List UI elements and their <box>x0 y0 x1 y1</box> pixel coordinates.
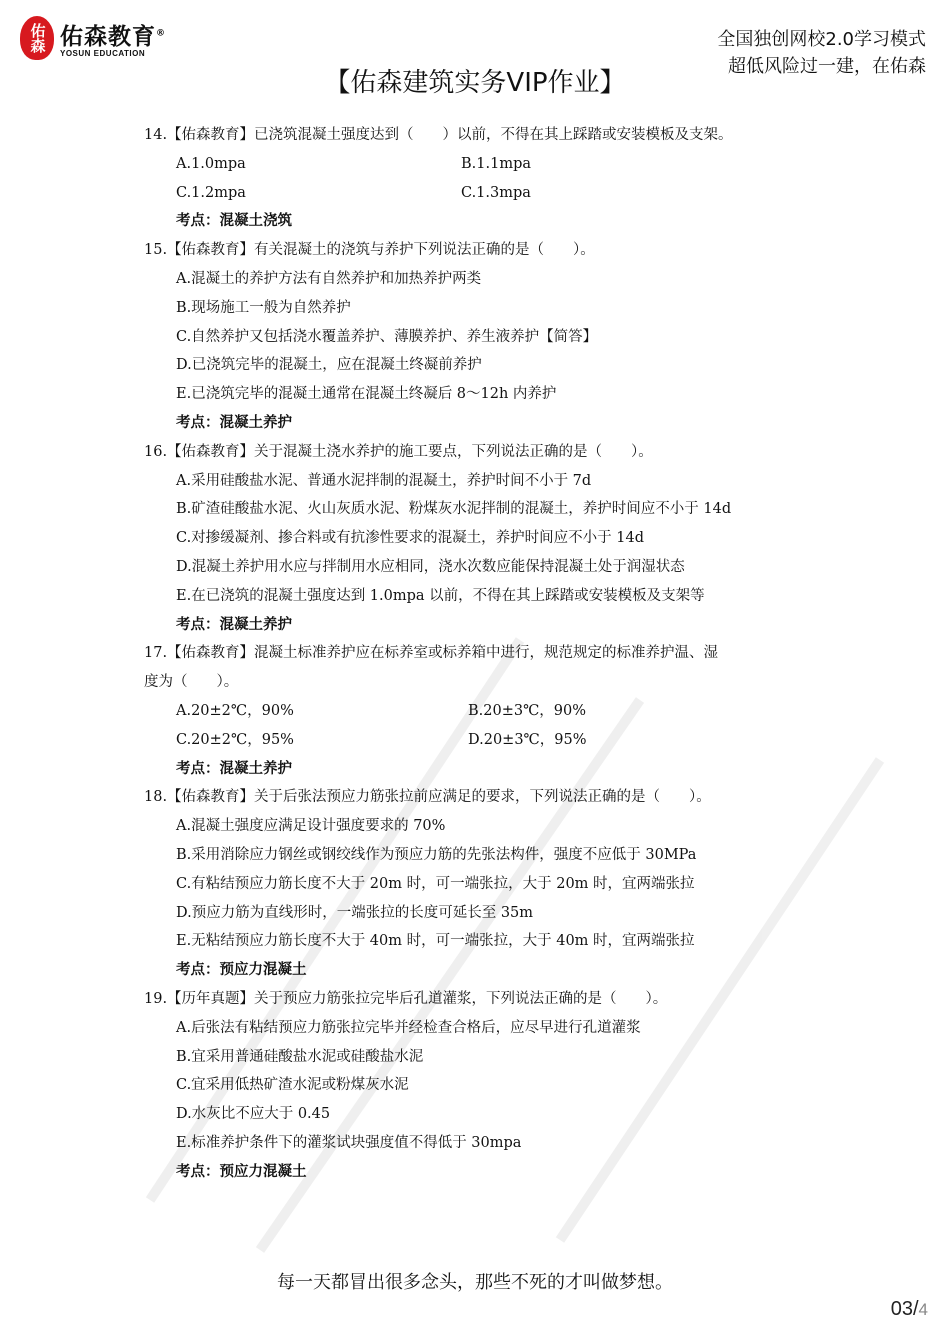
page-number <box>891 1298 928 1321</box>
option-row <box>144 697 824 726</box>
option-a: A.采用硅酸盐水泥、普通水泥拌制的混凝土，养护时间不小于 7d <box>176 472 592 489</box>
option-c: C.自然养护又包括浇水覆盖养护、薄膜养护、养生液养护【简答】 <box>176 328 598 345</box>
registered-mark: ® <box>156 28 166 39</box>
option-c: C.宜采用低热矿渣水泥或粉煤灰水泥 <box>176 1077 409 1094</box>
logo-text <box>60 18 166 58</box>
question-16 <box>144 438 824 640</box>
logo-name-en: YOSUN EDUCATION <box>60 49 146 58</box>
logo-name-cn: 佑森教育 <box>60 24 156 50</box>
option-d: C.1.3mpa <box>461 184 531 201</box>
option-e: E.标准养护条件下的灌浆试块强度值不得低于 30mpa <box>176 1134 522 1151</box>
option-d: D.水灰比不应大于 0.45 <box>176 1106 331 1123</box>
option-a: A.后张法有粘结预应力筋张拉完毕并经检查合格后，应尽早进行孔道灌浆 <box>176 1019 641 1036</box>
key-point: 考点：混凝土养护 <box>176 615 292 633</box>
option-b: B.1.1mpa <box>461 155 532 172</box>
footer-motto: 每一天都冒出很多念头，那些不死的才叫做梦想。 <box>277 1272 673 1293</box>
slogan-line-1: 全国独创网校2.0学习模式 <box>717 29 926 50</box>
option-b: B.20±3℃，90% <box>468 702 587 719</box>
page-current: 03/ <box>890 1298 919 1320</box>
key-point: 考点：预应力混凝土 <box>176 1162 307 1180</box>
option-row <box>144 150 824 179</box>
question-stem-line-2: 度为（ ）。 <box>144 674 239 691</box>
document-title: 【佑森建筑实务VIP作业】 <box>324 68 626 98</box>
option-row <box>144 726 824 755</box>
question-stem: 14.【佑森教育】已浇筑混凝土强度达到（ ）以前，不得在其上踩踏或安装模板及支架。 <box>144 127 733 143</box>
page-total: 4 <box>918 1300 928 1319</box>
option-c: C.对掺缓凝剂、掺合料或有抗渗性要求的混凝土，养护时间应不小于 14d <box>176 530 645 547</box>
option-a: A.混凝土强度应满足设计强度要求的 70% <box>176 818 446 835</box>
option-b: B.矿渣硅酸盐水泥、火山灰质水泥、粉煤灰水泥拌制的混凝土，养护时间应不小于 14d <box>176 501 732 518</box>
option-d: D.预应力筋为直线形时，一端张拉的长度可延长至 35m <box>176 904 534 921</box>
question-17 <box>144 639 824 783</box>
option-c: C.1.2mpa <box>176 184 246 201</box>
option-a: A.20±2℃，90% <box>176 702 294 719</box>
question-18 <box>144 783 824 985</box>
option-d: D.混凝土养护用水应与拌制用水应相同，浇水次数应能保持混凝土处于润湿状态 <box>176 558 685 575</box>
key-point: 考点：混凝土浇筑 <box>176 212 292 230</box>
question-stem: 16.【佑森教育】关于混凝土浇水养护的施工要点，下列说法正确的是（ ）。 <box>144 443 653 460</box>
question-list <box>144 121 824 1186</box>
option-row <box>144 179 824 208</box>
key-point: 考点：混凝土养护 <box>176 759 292 777</box>
slogan-line-2: 超低风险过一建，在佑森 <box>728 56 926 77</box>
question-stem-line-1: 17.【佑森教育】混凝土标准养护应在标养室或标养箱中进行，规范规定的标准养护温、湿 <box>144 645 719 662</box>
logo-mark: 佑森 <box>20 16 54 60</box>
key-point: 考点：预应力混凝土 <box>176 961 307 979</box>
question-stem: 19.【历年真题】关于预应力筋张拉完毕后孔道灌浆，下列说法正确的是（ ）。 <box>144 990 668 1007</box>
question-14 <box>144 121 824 236</box>
question-19 <box>144 985 824 1187</box>
option-e: E.在已浇筑的混凝土强度达到 1.0mpa 以前，不得在其上踩踏或安装模板及支架等 <box>176 587 705 604</box>
brand-logo <box>20 16 166 60</box>
option-e: E.已浇筑完毕的混凝土通常在混凝土终凝后 8～12h 内养护 <box>176 386 557 403</box>
option-b: B.现场施工一般为自然养护 <box>176 299 351 316</box>
option-c: C.20±2℃，95% <box>176 731 294 748</box>
option-e: E.无粘结预应力筋长度不大于 40m 时，可一端张拉，大于 40m 时，宜两端张拉 <box>176 933 695 950</box>
option-d: D.20±3℃，95% <box>468 731 587 748</box>
question-stem: 15.【佑森教育】有关混凝土的浇筑与养护下列说法正确的是（ ）。 <box>144 242 595 259</box>
page-header <box>0 0 950 110</box>
option-a: A.混凝土的养护方法有自然养护和加热养护两类 <box>176 270 482 287</box>
option-b: B.采用消除应力钢丝或钢绞线作为预应力筋的先张法构件，强度不应低于 30MPa <box>176 846 697 863</box>
key-point: 考点：混凝土养护 <box>176 413 292 431</box>
option-c: C.有粘结预应力筋长度不大于 20m 时，可一端张拉，大于 20m 时，宜两端张拉 <box>176 875 695 892</box>
question-15 <box>144 236 824 438</box>
option-b: B.宜采用普通硅酸盐水泥或硅酸盐水泥 <box>176 1048 424 1065</box>
option-a: A.1.0mpa <box>176 155 246 172</box>
question-stem: 18.【佑森教育】关于后张法预应力筋张拉前应满足的要求，下列说法正确的是（ ）。 <box>144 789 711 806</box>
option-d: D.已浇筑完毕的混凝土，应在混凝土终凝前养护 <box>176 357 482 374</box>
